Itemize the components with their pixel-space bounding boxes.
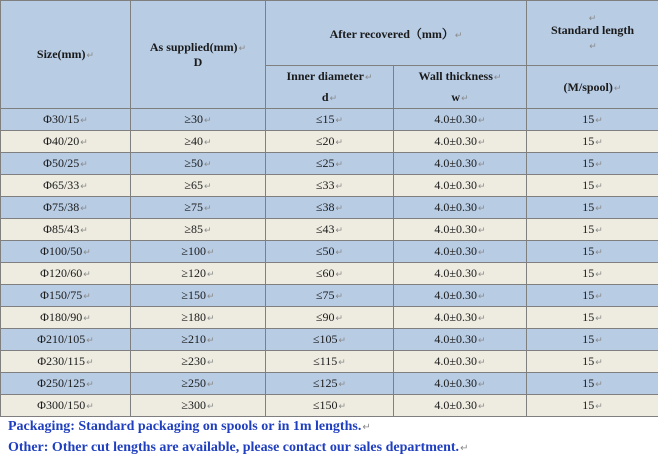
cell-value: Φ210/105 [37,332,86,346]
paragraph-mark: ↵ [335,203,344,213]
cell-value: 15 [582,332,595,346]
cell-wall [394,175,527,197]
cell-value: ≥30 [184,112,204,126]
header-row-top [1,1,658,66]
cell-size [1,131,131,153]
cell-value: Φ65/33 [43,178,80,192]
cell-supplied [131,373,266,395]
paragraph-mark: ↵ [595,115,603,125]
header-inner-diameter [266,66,394,109]
paragraph-mark: ↵ [595,203,603,213]
cell-length [527,175,658,197]
cell-value: 4.0±0.30 [434,222,478,236]
cell-value: Φ85/43 [43,222,80,236]
header-inner-label: Inner diameter [286,69,364,83]
cell-supplied [131,351,266,373]
cell-value: Φ50/25 [43,156,80,170]
cell-size [1,153,131,175]
paragraph-mark: ↵ [478,137,486,147]
cell-wall [394,153,527,175]
cell-length [527,219,658,241]
cell-inner [266,329,394,351]
table-row [1,153,658,175]
cell-size [1,175,131,197]
cell-wall [394,329,527,351]
cell-wall [394,131,527,153]
cell-value: ≤43 [315,222,335,236]
cell-value: ≤20 [315,134,335,148]
table-row [1,241,658,263]
table-row [1,197,658,219]
paragraph-mark: ↵ [83,247,91,257]
cell-value: 4.0±0.30 [434,178,478,192]
paragraph-mark: ↵ [204,181,212,191]
paragraph-mark: ↵ [478,269,486,279]
paragraph-mark: ↵ [207,291,215,301]
cell-value: 4.0±0.30 [434,398,478,412]
header-spool-label: (M/spool) [563,79,613,94]
cell-size [1,263,131,285]
cell-value: 15 [582,156,595,170]
cell-value: 4.0±0.30 [434,112,478,126]
cell-wall [394,109,527,131]
paragraph-mark: ↵ [595,379,603,389]
cell-value: Φ180/90 [40,310,83,324]
cell-value: 15 [582,222,595,236]
paragraph-mark: ↵ [86,50,95,60]
paragraph-mark: ↵ [83,313,91,323]
paragraph-mark: ↵ [335,291,344,301]
paragraph-mark: ↵ [335,225,344,235]
cell-value: 15 [582,112,595,126]
cell-value: ≤33 [315,178,335,192]
cell-value: Φ100/50 [40,244,83,258]
packaging-note [8,419,371,435]
paragraph-mark: ↵ [83,269,91,279]
cell-value: ≤125 [312,376,338,390]
cell-inner [266,241,394,263]
cell-value: 4.0±0.30 [434,376,478,390]
cell-value: ≥300 [181,398,207,412]
paragraph-mark: ↵ [478,291,486,301]
cell-value: Φ250/125 [37,376,86,390]
header-standard-length [527,1,658,66]
table-row [1,109,658,131]
cell-length [527,241,658,263]
paragraph-mark: ↵ [338,379,347,389]
cell-value: 15 [582,376,595,390]
paragraph-mark: ↵ [595,159,603,169]
cell-inner [266,219,394,241]
cell-value: Φ75/38 [43,200,80,214]
header-wall-thickness [394,66,527,109]
cell-size [1,241,131,263]
header-standard-length-label: Standard length [550,23,635,37]
paragraph-mark: ↵ [204,225,212,235]
paragraph-mark: ↵ [364,72,373,82]
cell-inner [266,175,394,197]
cell-value: ≤105 [312,332,338,346]
paragraph-mark: ↵ [595,291,603,301]
paragraph-mark: ↵ [329,93,338,103]
cell-supplied [131,285,266,307]
cell-supplied [131,109,266,131]
cell-value: ≥40 [184,134,204,148]
paragraph-mark: ↵ [204,159,212,169]
header-recovered [266,1,527,66]
paragraph-mark: ↵ [478,313,486,323]
cell-size [1,351,131,373]
cell-size [1,307,131,329]
cell-value: Φ150/75 [40,288,83,302]
paragraph-mark: ↵ [478,401,486,411]
cell-supplied [131,241,266,263]
cell-value: 4.0±0.30 [434,332,478,346]
cell-value: ≥120 [181,266,207,280]
paragraph-mark: ↵ [335,269,344,279]
paragraph-mark: ↵ [478,115,486,125]
cell-value: ≥180 [181,310,207,324]
cell-inner [266,197,394,219]
cell-value: ≤115 [313,354,338,368]
table-row [1,395,658,417]
paragraph-mark: ↵ [207,357,215,367]
cell-value: 15 [582,266,595,280]
header-size [1,1,131,109]
cell-value: ≤15 [315,112,335,126]
header-wall-symbol: w [451,90,461,104]
paragraph-mark: ↵ [478,225,486,235]
cell-value: 4.0±0.30 [434,288,478,302]
cell-value: ≥230 [181,354,207,368]
header-spool-unit [527,66,658,109]
cell-length [527,109,658,131]
cell-length [527,373,658,395]
paragraph-mark: ↵ [86,401,94,411]
paragraph-mark: ↵ [595,335,603,345]
paragraph-mark: ↵ [338,401,347,411]
cell-supplied [131,329,266,351]
packaging-text: Packaging: Standard packaging on spools or in 1m lengths. [8,419,362,434]
table-row [1,175,658,197]
cell-wall [394,351,527,373]
cell-wall [394,197,527,219]
table-row [1,219,658,241]
cell-length [527,153,658,175]
cell-length [527,263,658,285]
cell-length [527,329,658,351]
paragraph-mark: ↵ [86,379,94,389]
paragraph-mark: ↵ [595,137,603,147]
paragraph-mark: ↵ [204,137,212,147]
cell-supplied [131,395,266,417]
cell-inner [266,131,394,153]
cell-value: ≤50 [315,244,335,258]
cell-value: 4.0±0.30 [434,354,478,368]
header-wall-label: Wall thickness [418,69,493,83]
cell-supplied [131,175,266,197]
table-row [1,307,658,329]
header-supplied-symbol: D [193,54,203,69]
cell-value: 15 [582,354,595,368]
cell-length [527,351,658,373]
paragraph-mark: ↵ [80,181,88,191]
paragraph-mark: ↵ [207,247,215,257]
table-row [1,373,658,395]
paragraph-mark: ↵ [613,82,622,93]
cell-wall [394,395,527,417]
paragraph-mark: ↵ [589,41,597,51]
cell-size [1,285,131,307]
cell-value: ≤150 [312,398,338,412]
cell-value: 4.0±0.30 [434,244,478,258]
paragraph-mark: ↵ [362,422,371,433]
paragraph-mark: ↵ [595,401,603,411]
header-inner-symbol: d [321,90,329,104]
cell-value: ≥250 [181,376,207,390]
paragraph-mark: ↵ [478,159,486,169]
paragraph-mark: ↵ [207,401,215,411]
cell-size [1,219,131,241]
paragraph-mark: ↵ [478,181,486,191]
cell-value: 4.0±0.30 [434,156,478,170]
cell-wall [394,373,527,395]
paragraph-mark: ↵ [204,115,212,125]
cell-value: 15 [582,134,595,148]
header-recovered-label: After recovered（mm） [329,26,454,41]
cell-value: ≥50 [184,156,204,170]
table-row [1,263,658,285]
cell-value: Φ40/20 [43,134,80,148]
other-note [8,440,468,456]
table-row [1,285,658,307]
paragraph-mark: ↵ [335,137,344,147]
paragraph-mark: ↵ [207,269,215,279]
cell-inner [266,109,394,131]
paragraph-mark: ↵ [86,357,94,367]
header-size-label: Size(mm) [36,47,86,61]
cell-value: ≥75 [184,200,204,214]
paragraph-mark: ↵ [478,379,486,389]
cell-value: 4.0±0.30 [434,134,478,148]
paragraph-mark: ↵ [461,93,469,103]
cell-value: ≤38 [315,200,335,214]
cell-value: ≤75 [315,288,335,302]
cell-size [1,373,131,395]
paragraph-mark: ↵ [338,357,346,367]
cell-value: Φ300/150 [37,398,86,412]
paragraph-mark: ↵ [588,13,597,23]
paragraph-mark: ↵ [207,313,215,323]
cell-supplied [131,263,266,285]
paragraph-mark: ↵ [478,335,486,345]
cell-length [527,307,658,329]
cell-value: 4.0±0.30 [434,200,478,214]
cell-size [1,197,131,219]
cell-supplied [131,153,266,175]
cell-wall [394,307,527,329]
cell-inner [266,373,394,395]
cell-inner [266,307,394,329]
other-text: Other: Other cut lengths are available, please contact our sales department. [8,440,460,455]
cell-value: ≤60 [315,266,335,280]
cell-length [527,131,658,153]
paragraph-mark: ↵ [80,203,88,213]
cell-length [527,197,658,219]
cell-value: 15 [582,178,595,192]
cell-wall [394,241,527,263]
paragraph-mark: ↵ [335,247,344,257]
paragraph-mark: ↵ [478,203,486,213]
cell-supplied [131,219,266,241]
paragraph-mark: ↵ [204,203,212,213]
cell-value: 4.0±0.30 [434,266,478,280]
cell-value: 4.0±0.30 [434,310,478,324]
cell-value: ≤25 [315,156,335,170]
paragraph-mark: ↵ [86,335,94,345]
cell-value: 15 [582,200,595,214]
cell-size [1,329,131,351]
paragraph-mark: ↵ [478,357,486,367]
cell-wall [394,263,527,285]
table-row [1,131,658,153]
cell-value: 15 [582,310,595,324]
paragraph-mark: ↵ [595,247,603,257]
paragraph-mark: ↵ [207,379,215,389]
cell-supplied [131,197,266,219]
paragraph-mark: ↵ [595,269,603,279]
paragraph-mark: ↵ [595,357,603,367]
cell-inner [266,263,394,285]
cell-length [527,395,658,417]
paragraph-mark: ↵ [335,313,344,323]
cell-value: 15 [582,244,595,258]
cell-size [1,395,131,417]
cell-value: ≥150 [181,288,207,302]
cell-wall [394,219,527,241]
cell-value: ≤90 [315,310,335,324]
cell-value: ≥65 [184,178,204,192]
cell-length [527,285,658,307]
cell-value: ≥85 [184,222,204,236]
paragraph-mark: ↵ [454,29,463,40]
cell-value: ≥100 [181,244,207,258]
cell-value: Φ230/115 [37,354,86,368]
cell-wall [394,285,527,307]
paragraph-mark: ↵ [335,159,344,169]
paragraph-mark: ↵ [335,181,344,191]
paragraph-mark: ↵ [80,159,88,169]
cell-inner [266,153,394,175]
table-row [1,351,658,373]
paragraph-mark: ↵ [80,225,88,235]
cell-value: 15 [582,398,595,412]
paragraph-mark: ↵ [338,335,347,345]
paragraph-mark: ↵ [83,291,91,301]
table-body [1,109,658,417]
cell-value: Φ30/15 [43,112,80,126]
cell-value: Φ120/60 [40,266,83,280]
paragraph-mark: ↵ [460,443,469,454]
paragraph-mark: ↵ [207,335,215,345]
paragraph-mark: ↵ [493,72,502,82]
paragraph-mark: ↵ [80,115,88,125]
table-row [1,329,658,351]
paragraph-mark: ↵ [595,181,603,191]
paragraph-mark: ↵ [80,137,88,147]
paragraph-mark: ↵ [238,42,247,53]
header-supplied-label: As supplied(mm) [149,39,238,54]
paragraph-mark: ↵ [595,313,603,323]
cell-inner [266,285,394,307]
paragraph-mark: ↵ [478,247,486,257]
header-supplied [131,1,266,109]
cell-value: ≥210 [181,332,207,346]
paragraph-mark: ↵ [335,115,344,125]
cell-supplied [131,131,266,153]
paragraph-mark: ↵ [595,225,603,235]
cell-inner [266,351,394,373]
cell-size [1,109,131,131]
cell-value: 15 [582,288,595,302]
cell-supplied [131,307,266,329]
cell-inner [266,395,394,417]
